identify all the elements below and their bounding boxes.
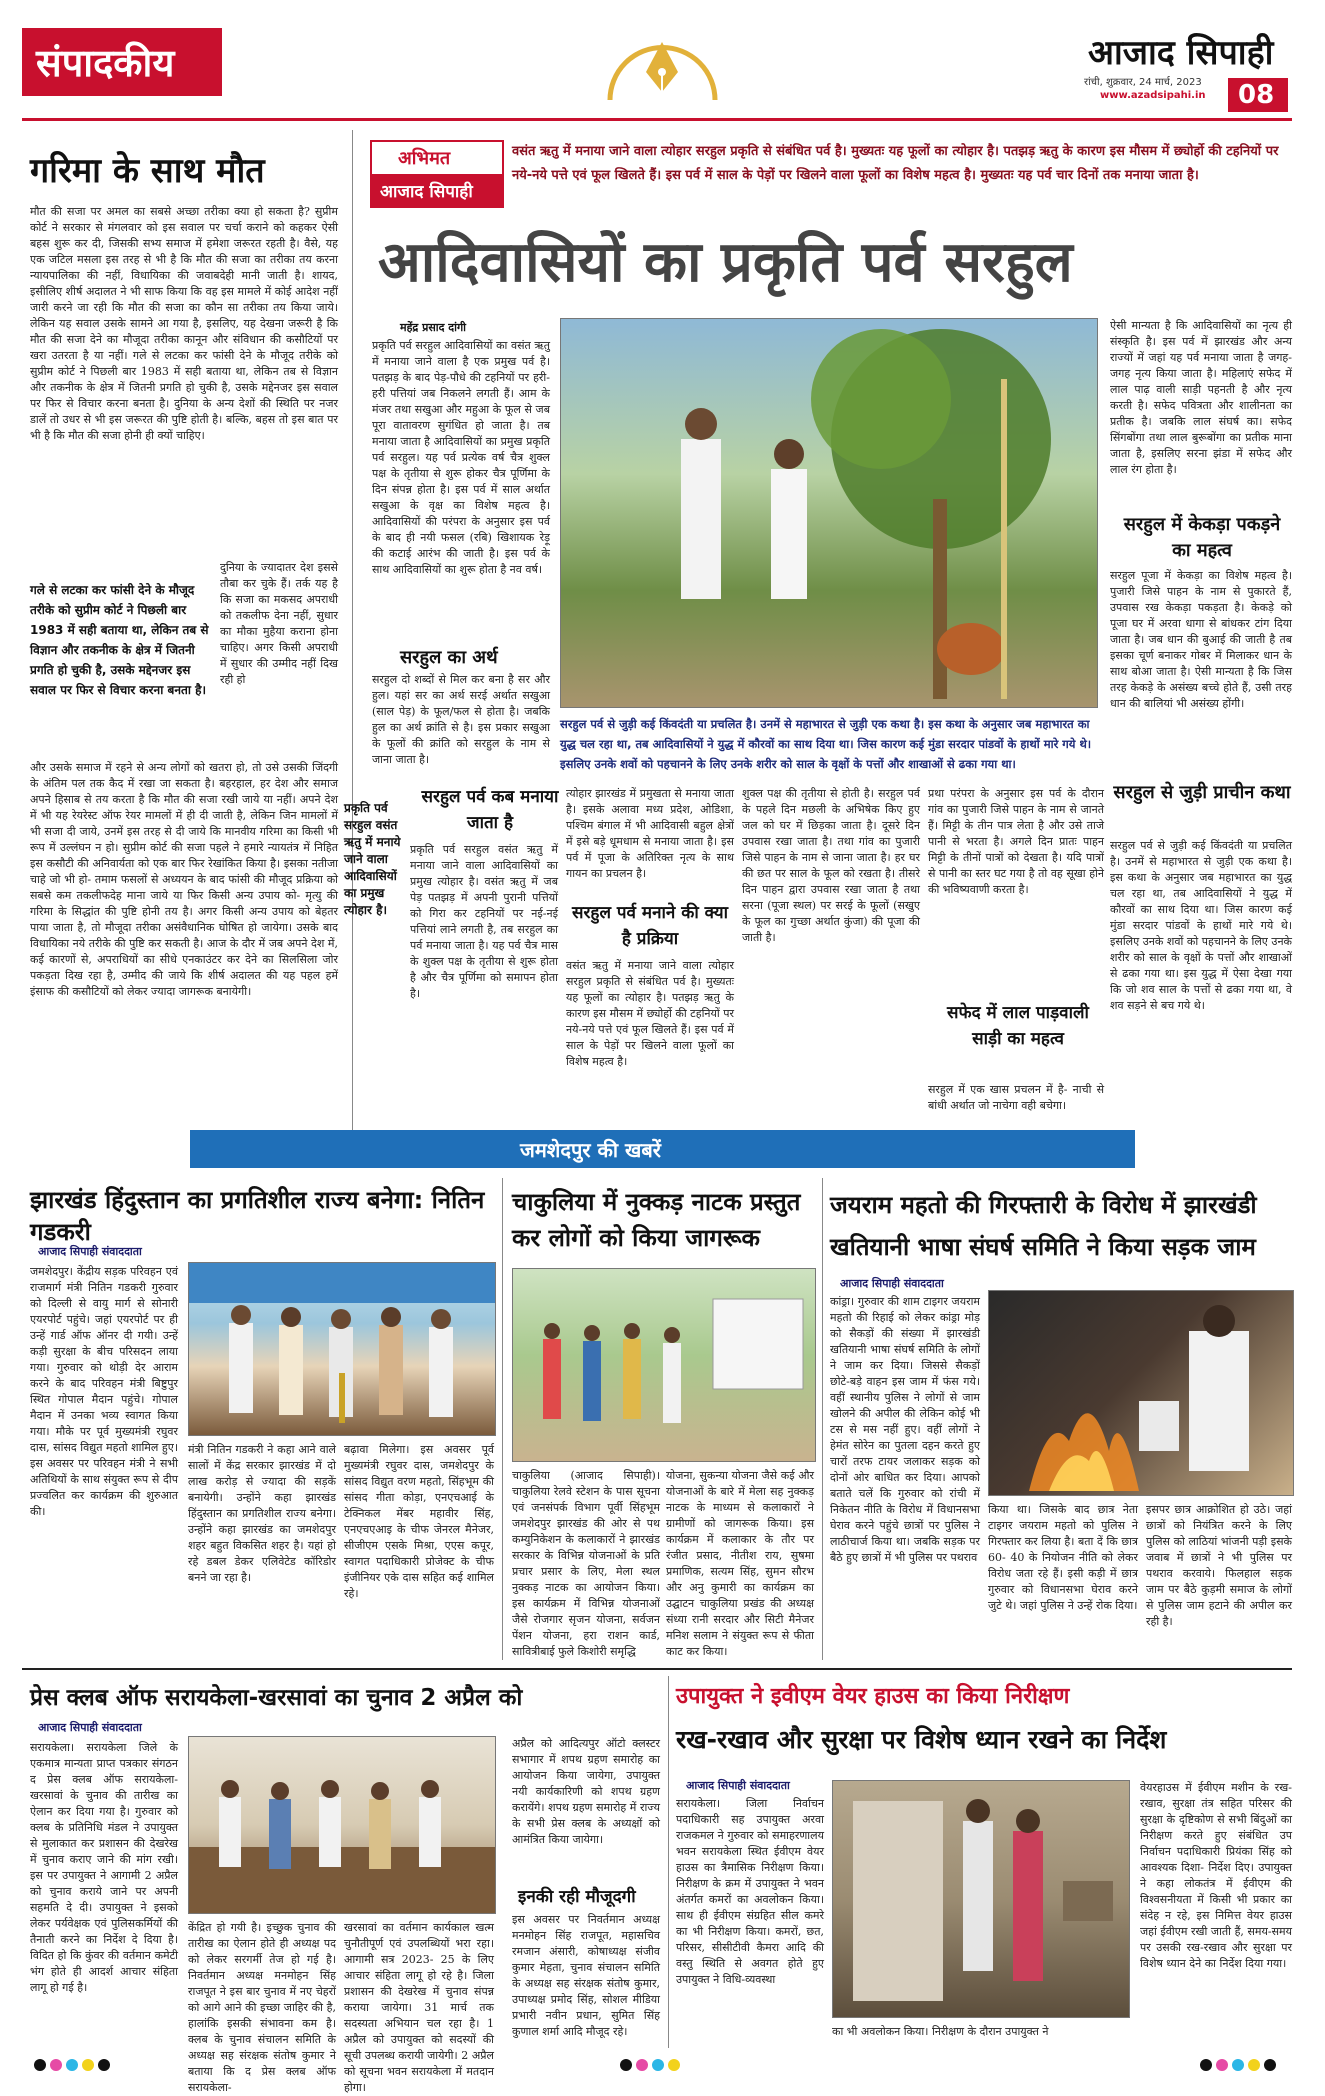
registration-dots-center xyxy=(620,2056,684,2075)
paper-name: आजाद सिपाही xyxy=(1088,33,1274,73)
website: www.azadsipahi.in xyxy=(1100,90,1206,101)
news4-press-club-photo xyxy=(188,1736,496,1914)
news2-divider xyxy=(822,1178,823,1660)
sarhul-mid-sub2: सफेद में लाल पाड़वाली साड़ी का महत्व xyxy=(947,1003,1089,1049)
news2-body: चाकुलिया (आजाद सिपाही)। चाकुलिया रेलवे स्टेशन के पास सूचना एवं जनसंपर्क विभाग पूर्वी सिंहभूम जमशेदपुर झारखंड की ओर से पथ कम्युनिकेशन के कलाकारों ने झारखंड सरकार के विभिन्न योजनाओं के प्रति प्रचार प्रसार के लिए, मेला स्थल नुक्कड़ नाटक का आयोजन किया। इस कार्यक्रम में विभिन्न योजनाओं जैसे रोजगार सृजन योजना, सर्वजन पेंशन योजना, हरा राशन कार्ड, सावित्रीबाई फुले किशोरी समृद्धि xyxy=(512,1469,660,1658)
news3-body3: इसपर छात्र आक्रोशित हो उठे। जहां छात्रों को नियंत्रित करने के लिए पुलिस को लाठियां भांजनी पड़ी इसके जवाब में छात्रों ने भी पुलिस पर पथराव करवाये। फिलहाल सड़क जाम पर बैठे कुड़मी समाज के लोगों से पुलिस जाम हटाने की अपील कर रही है। xyxy=(1146,1503,1292,1628)
sarhul-mid-col3b: सरहुल में एक खास प्रचलन में है- नाची से बांधी अर्थात जो नाचेगा वही बचेगा। xyxy=(928,1083,1104,1112)
sarhul-right-col: ऐसी मान्यता है कि आदिवासियों का नृत्य ही संस्कृति है। इस पर्व में झारखंड और अन्य राज्यों में जहां यह पर्व मनाया जाता है जगह-जगह नृत्य किया जाता है। महिलाएं सफेद में लाल पाढ़ वाली साड़ी पहनती है और नृत्य करती है। सफेद पवित्रता और शालीनता का प्रतीक है। जबकि लाल संघर्ष का। सफेद सिंगबोंगा तथा लाल बुरूबोंगा का प्रतीक माना जाता है, इसलिए सरना झंडा में सफेद और लाल रंग होता है। xyxy=(1110,319,1292,476)
pen-nib-logo xyxy=(600,30,725,100)
editorial-body-3: और उसके समाज में रहने से अन्य लोगों को खतरा हो, तो उसे उसकी जिंदगी के अंतिम पल तक कैद में रखा जा सकता है। बहरहाल, हर देश और समाज अपने हिसाब से तय करता है कि मौत की सजा रखी जाये या नहीं। अपने देश में भी यह रेयरेस्ट ऑफ रेयर मामलों में ही दी जाती है, लेकिन जिन मामलों में भी सजा दी जाये, उनमें इस तरह से दी जाये कि मानवीय गरिमा का किसी भी रूप में उल्लंघन न हो। सुप्रीम कोर्ट की सजा पहले ने हमारे न्यायतंत्र में निहित इस कसौटी की अनिवार्यता को एक बार फिर रेखांकित किया है। इसका नतीजा चाहे जो भी हो- तमाम फसलों से अध्ययन के बाद फांसी की मौजूद प्रक्रिया को सबसे कम तकलीफदेह माना जाये या फिर किसी अन्य उपाय को- मृत्यु की गरिमा के सिद्धांत की पुष्टि होनी तय है। अगर किसी अन्य उपाय को बेहतर पाया जाता है, तो मौजूदा तरीका असंवैधानिक घोषित हो जायेगा। उसके बाद विधायिका नये तरीके की पुष्टि कर सकती है। आज के दौर में जब अपने देश में, कई कारणों से, अपराधियों का सीधे एनकाउंटर कर देने का सिलसिला जोर पकड़ता दिख रहा है, उम्मीद की जाये कि शीर्ष अदालत की यह पहल हमें इंसाफ की कसौटियों को लेकर ज्यादा जागरूक बनायेगी। xyxy=(30,761,338,998)
news-row-rule xyxy=(22,1668,1292,1670)
sarhul-headline: आदिवासियों का प्रकृति पर्व सरहुल xyxy=(378,230,1073,295)
news4-divider xyxy=(668,1676,669,2048)
sarhul-mid-col3: प्रथा परंपरा के अनुसार इस पर्व के दौरान गांव का पुजारी जिसे पाहन के नाम से जानते हैं। मिट्टी के तीन पात्र लेता है और उसे ताजे पानी से भरता है। अगले दिन प्रातः पाहन मिट्टी के तीनों पात्रों को देखता है। यदि पात्रों से पानी का स्तर घट गया है तो वह सूखा होने की भविष्यवाणी करता है। xyxy=(928,787,1104,896)
sarhul-mid-sub: सरहुल पर्व मनाने की क्या है प्रक्रिया xyxy=(571,903,729,949)
sarhul-mid-col1: त्योहार झारखंड में प्रमुखता से मनाया जाता है। इसके अलावा मध्य प्रदेश, ओडिशा, पश्चिम बंगाल में भी आदिवासी बहुल क्षेत्रों में इसे बड़े धूमधाम से मनाया जाता है। इस पर्व में पूजा के अतिरिक्त नृत्य के साथ गायन का प्रचलन है। xyxy=(566,787,734,880)
sarhul-col1-sub: सरहुल का अर्थ xyxy=(400,647,498,668)
news2-street-play-photo xyxy=(512,1268,816,1462)
news1-title: झारखंड हिंदुस्तान का प्रगतिशील राज्य बनेगा: नितिन गडकरी xyxy=(30,1186,485,1246)
registration-dots-right xyxy=(1200,2056,1280,2075)
page-number-box xyxy=(1228,78,1288,112)
sarhul-mid-col2: शुक्ल पक्ष की तृतीया से होती है। सरहुल पर्व के पहले दिन मछली के अभिषेक किए हुए जल को घर में छिड़का जाता है। दूसरे दिन उपवास रखा जाता है। तथा गांव का पुजारी जिसे पाहन के नाम से जाना जाता है। हर घर की छत पर साल के फूल को रखता है। तीसरे दिन पाहन द्वारा उपवास रखा जाता है तथा सरना (पूजा स्थल) पर सरई के फूलों (सखुए के फूल का गुच्छा अर्थात कुंजा) की पूजा की जाती है। xyxy=(742,787,920,944)
news3-protest-photo xyxy=(988,1290,1294,1496)
sarhul-ritual-photo xyxy=(560,318,1098,708)
news2-body2: योजना, सुकन्या योजना जैसे कई और योजनाओं के बारे में मेला सह नुक्कड़ नाटक के माध्यम से कलाकारों ने ग्रामीणों को जागरूक किया। इस कार्यक्रम में कलाकार के तौर पर रंजीत प्रसाद, नीतीश राय, सुषमा प्रमाणिक, सत्यम सिंह, सुमन सौरभ और अनु कुमारी का कार्यक्रम का उद्घाटन चाकुलिया प्रखंड की अध्यक्ष संध्या रानी सरदार और सिटी मैनेजर मनिश सलाम ने संयुक्त रूप से फीता काट कर किया। xyxy=(666,1469,814,1658)
news1-gadkari-photo xyxy=(188,1262,496,1436)
sarhul-col1: प्रकृति पर्व सरहुल आदिवासियों का वसंत ऋतु में मनाया जाने वाला है एक प्रमुख पर्व है। पतझड़ के बाद पेड़-पौधे की टहनियों पर हरी-हरी पत्तियां जब निकलने लगती हैं। आम के मंजर तथा सखुआ और महुआ के फूल से जब पूरा वातावरण सुगंधित हो जाता है। तब मनाया जाता है आदिवासियों का प्रमुख प्रकृति पर्व सरहुल। यह पर्व प्रत्येक वर्ष चैत्र शुक्ल पक्ष के तृतीया से शुरू होकर चैत्र पूर्णिमा के दिन संपन्न होता है। इस पर्व में साल अर्थात सखुआ के वृक्ष का विशेष महत्व है। आदिवासियों की परंपरा के अनुसार इस पर्व के बाद ही नयी फसल (रबि) खिशायक रेड़ू की कटाई आरंभ की जाती है। इस पर्व के साथ आदिवासियों का शुरू होता है नव वर्ष। xyxy=(372,339,550,576)
sarhul-col1b: सरहुल दो शब्दों से मिल कर बना है सर और हुल। यहां सर का अर्थ सरई अर्थात सखुआ (साल पेड़) के फूल/फल से होता है। जबकि हुल का अर्थ क्रांति से है। इस प्रकार सखुआ के फूलों की क्रांति को सरहुल के नाम से जाना जाता है। xyxy=(372,673,550,766)
editorial-pull-quote: गले से लटका कर फांसी देने के मौजूद तरीके को सुप्रीम कोर्ट ने पिछली बार 1983 में सही बताया था, लेकिन तब से विज्ञान और तकनीक के क्षेत्र में जितनी प्रगति हो चुकी है, उसके मद्देनजर इस सवाल पर फिर से विचार करना बनता है। xyxy=(30,583,209,697)
news3-body1: कांड्रा। गुरुवार की शाम टाइगर जयराम महतो की रिहाई को लेकर कांड्रा मोड़ को सैकड़ों की संख्या में झारखंडी खतियानी भाषा संघर्ष समिति के लोगों ने जाम कर दिया। जिससे सैकड़ों छोटे-बड़े वाहन इस जाम में फंस गये। वहीं स्थानीय पुलिस ने लोगों से जाम खोलने की अपील की लेकिन कोई भी टस से मस नहीं हुए। वहीं लोगों ने हेमंत सोरेन का पुतला दहन करते हुए चारों तरफ टायर जलाकर सड़क को दोनों ओर बाधित कर दिया। आपको बताते चलें कि गुरुवार को रांची में निकेतन नीति के विरोध में विधानसभा घेराव करने पहुंचे छात्रों पर पुलिस ने लाठीचार्ज किया था। जबकि सड़क पर बैठे हुए छात्रों में भी पुलिस पर पथराव xyxy=(830,1295,980,1564)
news2-title: चाकुलिया में नुक्कड़ नाटक प्रस्तुत कर लोगों को किया जागरूक xyxy=(512,1188,801,1252)
sarhul-right-col2: सरहुल पूजा में केकड़ा का विशेष महत्व है। पुजारी जिसे पाहन के नाम से पुकारते हैं, उपवास रख केकड़ा पकड़ता है। केकड़े को पूजा घर में अरवा धागा से बांधकर टांग दिया जाता है। जब धान की बुआई की जाती है तब इसका चूर्ण बनाकर गोबर में मिलाकर धान के साथ बोआ जाता है। ऐसी मान्यता है कि जिस तरह केकड़े के असंख्य बच्चे होते हैं, उसी तरह धान की बालियां भी असंख्य होंगी। xyxy=(1110,569,1292,710)
news4-byline: आजाद सिपाही संवाददाता xyxy=(38,1721,142,1734)
news5-body1: सरायकेला। जिला निर्वाचन पदाधिकारी सह उपायुक्त अरवा राजकमल ने गुरुवार को समाहरणालय भवन सरायकेला स्थित ईवीएम वेयर हाउस का त्रैमासिक निरीक्षण किया। निरीक्षण के क्रम में उपायुक्त ने भवन अंतर्गत कमरों का अवलोकन किया। साथ ही ईवीएम संग्रहित सील कमरे का भी निरीक्षण किया। कमरों, छत, परिसर, सीसीटीवी कैमरा आदि की वस्तु स्थिति से अवगत होते हुए उपायुक्त ने विधि-व्यवस्था xyxy=(676,1797,824,1986)
section-title-box xyxy=(22,28,222,96)
news1-body2: मंत्री नितिन गडकरी ने कहा आने वाले सालों में केंद्र सरकार झारखंड में दो लाख करोड़ से ज्यादा की सड़कें बनायेगी। उन्होंने कहा झारखंड हिंदुस्तान का प्रगतिशील राज्य बनेगा। उन्होंने कहा झारखंड का जमशेदपुर शहर बहुत विकसित शहर है। यहां हो रहे डबल डेकर एलिवेटेड कॉरिडोर बनने जा रहा है। xyxy=(188,1443,336,1584)
masthead-rule xyxy=(22,118,1292,121)
sarhul-side-quote: प्रकृति पर्व सरहुल वसंत ऋतु में मनाये जाने वाला आदिवासियों का प्रमुख त्योहार है। xyxy=(344,801,401,917)
sarhul-mid-col1b: वसंत ऋतु में मनाया जाने वाला त्योहार सरहुल प्रकृति से संबंधित पर्व है। मुख्यतः यह फूलों का त्योहार है। पतझड़ ऋतु के कारण इस मौसम में छ्योर्हो की टहनियों पर नये-नये पत्ते एवं फूल खिलते हैं। इस पर्व में साल के पेड़ों पर खिलने वाला फूलों का विशेष महत्व है। xyxy=(566,959,734,1068)
sarhul-col1-sub2: सरहुल पर्व कब मनाया जाता है xyxy=(421,787,559,833)
editorial-body-1: मौत की सजा पर अमल का सबसे अच्छा तरीका क्या हो सकता है? सुप्रीम कोर्ट ने सरकार से मंगलवार को इस सवाल पर चर्चा कराने को कहकर ऐसी बहस शुरू कर दी, जिसकी सभ्य समाज में हमेशा जरूरत रहती है। वैसे, यह एक जटिल मसला इस तरह से भी है कि मौत की सजा का तरीका तय करना न्यायपालिका की नहीं, विधायिका की जवाबदेही मानी जाती है। शायद, इसीलिए शीर्ष अदालत ने भी साफ किया कि वह इस मामले में कोई आदेश नहीं जारी करने जा रही कि मौत की सजा का कौन सा तरीका तय किया जाये। लेकिन यह सवाल उसके सामने आ गया है, इसलिए, यह देखना जरूरी है कि मौत की सजा देने का मौजूदा तरीका कानून और संविधान की कसौटियों पर खरा उतरता है या नहीं। गले से लटका कर फांसी देने के मौजूद तरीके को सुप्रीम कोर्ट ने पिछली बार 1983 में सही बताया था, लेकिन तब से विज्ञान और तकनीक के क्षेत्र में जितनी प्रगति हो चुकी है, उसके मद्देनजर इस सवाल पर फिर से विचार करना बनता है। दुनिया के अन्य देशों की स्थिति पर नजर डालें तो उधर से भी इस जरूरत की पुष्टि होती है। बल्कि, बहस तो इस बात पर भी है कि मौत की सजा होनी ही क्यों चाहिए। xyxy=(30,205,338,442)
news4-body4: अप्रैल को आदित्यपुर ऑटो क्लस्टर सभागार में शपथ ग्रहण समारोह का आयोजन किया जायेगा, उपायुक्त नयी कार्यकारिणी को शपथ ग्रहण करायेंगे। शपथ ग्रहण समारोह में राज्य के सभी प्रेस क्लब के अध्यक्षों को आमंत्रित किया जायेगा। xyxy=(512,1737,660,1846)
opinion-badge xyxy=(370,140,504,208)
section-title: संपादकीय xyxy=(36,41,175,85)
news5-evm-photo xyxy=(832,1780,1130,2018)
editorial-title: गरिमा के साथ मौत xyxy=(30,151,265,191)
editorial-body-2: दुनिया के ज्यादातर देश इससे तौबा कर चुके हैं। तर्क यह है कि सजा का मकसद अपराधी को तकलीफ देना नहीं, सुधार का मौका मुहैया कराना होना चाहिए। अगर किसी अपराधी में सुधार की उम्मीद नहीं दिख रही हो xyxy=(220,561,338,686)
sarhul-right-sub2: सरहुल से जुड़ी प्राचीन कथा xyxy=(1113,782,1291,803)
jamshedpur-banner xyxy=(190,1130,1135,1168)
news4-body2: केंद्रित हो गयी है। इच्छुक चुनाव की तारीख का ऐलान होते ही अध्यक्ष पद को लेकर सरगर्मी तेज हो गई है। निवर्तमान अध्यक्ष मनमोहन सिंह राजपूत ने इस बार चुनाव में नए चेहरों को आगे आने की इच्छा जाहिर की है, हालांकि इसकी संभावना कम है। क्लब के चुनाव संचालन समिति के अध्यक्ष सह संरक्षक संतोष कुमार ने बताया कि द प्रेस क्लब ऑफ सरायकेला- xyxy=(188,1921,336,2094)
news1-divider xyxy=(502,1178,503,1660)
opinion-badge-bottom: आजाद सिपाही xyxy=(380,182,473,202)
sarhul-intro: वसंत ऋतु में मनाया जाने वाला त्योहार सरहुल प्रकृति से संबंधित पर्व है। मुख्यतः यह फूलों का त्योहार है। पतझड़ ऋतु के कारण इस मौसम में छ्योर्हो की टहनियों पर नये-नये पत्ते एवं फूल खिलते हैं। इस पर्व में साल के पेड़ों पर खिलने वाला फूलों का विशेष महत्व है। मुख्यतः यह पर्व चार दिनों तक मनाया जाता है। xyxy=(512,144,1279,183)
news1-byline: आजाद सिपाही संवाददाता xyxy=(38,1245,142,1258)
news5-byline: आजाद सिपाही संवाददाता xyxy=(686,1779,790,1792)
news1-body1: जमशेदपुर। केंद्रीय सड़क परिवहन एवं राजमार्ग मंत्री नितिन गडकरी गुरुवार को दिल्ली से वायु मार्ग से सोनारी एयरपोर्ट पहुंचे। जहां एयरपोर्ट पर ही उन्हें गार्ड ऑफ ऑनर दी गयी। उन्हें कड़ी सुरक्षा के बीच परिसदन लाया गया। गुरुवार को थोड़ी देर आराम करने के बाद परिवहन मंत्री बिष्टुपुर स्थित गोपाल मैदान पहुंचे। गोपाल मैदान में उनका भव्य स्वागत किया गया। मौके पर पूर्व मुख्यमंत्री रघुवर दास, सांसद विद्युत महतो शामिल हुए। इस अवसर पर परिवहन मंत्री ने सभी अतिथियों के साथ संयुक्त रूप से दीप प्रज्वलित कर कार्यक्रम की शुरुआत की। xyxy=(30,1265,178,1518)
news5-title1: उपायुक्त ने इवीएम वेयर हाउस का किया निरीक्षण xyxy=(676,1684,1070,1709)
sarhul-col1c: प्रकृति पर्व सरहुल वसंत ऋतु में मनाया जाने वाला आदिवासियों का प्रमुख त्योहार है। वसंत ऋतु में जब पेड़ पतझड़ में अपनी पुरानी पत्तियों को गिरा कर टहनियों पर नई-नई पत्तियां लाने लगती है, तब सरहुल का पर्व मनाया जाता है। यह पर्व चैत्र मास के शुक्ल पक्ष के तृतीया से शुरू होता है और चैत्र पूर्णिमा को समापन होता है। xyxy=(410,843,558,1000)
opinion-badge-bottom-bg xyxy=(372,174,502,206)
news5-body2: का भी अवलोकन किया। निरीक्षण के दौरान उपायुक्त ने xyxy=(832,2025,1049,2038)
news3-title: जयराम महतो की गिरफ्तारी के विरोध में झारखंडी खतियानी भाषा संघर्ष समिति ने किया सड़क जाम xyxy=(830,1191,1257,1261)
opinion-badge-top: अभिमत xyxy=(398,148,451,169)
news4-sub: इनकी रही मौजूदगी xyxy=(518,1887,636,1907)
page-number: 08 xyxy=(1238,80,1275,110)
jamshedpur-banner-label: जमशेदपुर की खबरें xyxy=(520,1138,661,1162)
news4-title: प्रेस क्लब ऑफ सरायकेला-खरसावां का चुनाव 2 अप्रैल को xyxy=(30,1685,523,1711)
news3-body2: किया था। जिसके बाद छात्र नेता टाइगर जयराम महतो को पुलिस ने गिरफ्तार कर लिया है। बता दें कि छात्र 60- 40 के नियोजन नीति को लेकर विरोध जता रहे हैं। इसी कड़ी में छात्र गुरुवार को विधानसभा घेराव करने जुटे थे। जहां पुलिस ने उन्हें रोक दिया। xyxy=(988,1503,1138,1612)
sarhul-right-sub: सरहुल में केकड़ा पकड़ने का महत्व xyxy=(1123,514,1281,561)
sarhul-photo-caption: सरहुल पर्व से जुड़ी कई किंवदंती या प्रचलित है। उनमें से महाभारत से जुड़ी एक कथा है। इस कथा के अनुसार जब महाभारत का युद्ध चल रहा था, तब आदिवासियों ने युद्ध में कौरवों का साथ दिया था। जिस कारण कई मुंडा सरदार पांडवों के हाथों मारे गये थे। इसलिए उनके शवों को पहचानने के लिए उनके शरीर को साल के वृक्षों के पत्तों और शाखाओं से ढका गया था। xyxy=(560,717,1092,771)
editorial-divider xyxy=(352,130,353,1130)
news5-body3: वेयरहाउस में ईवीएम मशीन के रख-रखाव, सुरक्षा तंत्र सहित परिसर की सुरक्षा के दृष्टिकोण से सभी बिंदुओं का निरीक्षण करते हुए संबंधित उप निर्वाचन पदाधिकारी प्रियंका सिंह को आवश्यक दिशा- निर्देश दिए। उपायुक्त ने कहा लोकतंत्र में ईवीएम की विश्वसनीयता में किसी भी प्रकार का संदेह न रहे, इस निमित्त वेयर हाउस जहां ईवीएम रखी जाती हैं, समय-समय पर उसकी रख-रखाव और सुरक्षा पर विशेष ध्यान देने का निर्देश दिया गया। xyxy=(1140,1781,1292,1970)
sarhul-right-col3: सरहुल पर्व से जुड़ी कई किंवदंती या प्रचलित है। उनमें से महाभारत से जुड़ी एक कथा है। इस कथा के अनुसार जब महाभारत का युद्ध चल रहा था, तब आदिवासियों ने युद्ध में कौरवों का साथ दिया था। जिस कारण कई मुंडा सरदार पांडवों के हाथों मारे गये थे। इसलिए उनके शवों को पहचानने के लिए उनके शरीर को साल के वृक्षों के पत्तों और शाखाओं से ढका गया था। इस युद्ध में ऐसा देखा गया कि जो शव साल के पत्तों से ढका गया था, वे शव सड़ने से बच गये थे। xyxy=(1110,839,1292,1012)
news3-byline: आजाद सिपाही संवाददाता xyxy=(840,1277,944,1290)
dateline: रांची, शुक्रवार, 24 मार्च, 2023 xyxy=(1084,77,1202,88)
news4-body3: खरसावां का वर्तमान कार्यकाल खत्म चुनौतीपूर्ण एवं उपलब्धियों भरा रहा। आगामी सत्र 2023- 25 के लिए आचार संहिता लागू हो रहे है। जिला प्रशासन की देखरेख में चुनाव संपन्न कराया जायेगा। 31 मार्च तक सदस्यता अभियान चल रहा है। 1 अप्रैल को उपायुक्त को सदस्यों की सूची उपलब्ध करायी जायेगी। 2 अप्रैल को सूचना भवन सरायकेला में मतदान होगा। xyxy=(344,1921,494,2094)
registration-dots-left xyxy=(34,2056,114,2075)
news1-body3: बढ़ावा मिलेगा। इस अवसर पूर्व मुख्यमंत्री रघुवर दास, जमशेदपुर के सांसद विद्युत वरण महतो, सिंहभूम की सांसद गीता कोड़ा, एनएचआई के टेक्निकल मेंबर महावीर सिंह, एनएचएआइ के चीफ जेनरल मैनेजर, सीजीएम एसके मिश्रा, एएस कपूर, स्वागत पदाधिकारी प्रोजेक्ट के चीफ इंजीनियर एके दास सहित कई शामिल रहे। xyxy=(344,1443,494,1600)
news5-title2: रख-रखाव और सुरक्षा पर विशेष ध्यान रखने का निर्देश xyxy=(676,1725,1167,1754)
news4-body5: इस अवसर पर निवर्तमान अध्यक्ष मनमोहन सिंह राजपूत, महासचिव रमजान अंसारी, कोषाध्यक्ष संजीव कुमार मेहता, चुनाव संचालन समिति के अध्यक्ष सह संरक्षक संतोष कुमार, उपाध्यक्ष प्रमोद सिंह, सोशल मीडिया प्रभारी नवीन प्रधान, सुमित सिंह कुणाल शर्मा आदि मौजूद रहे। xyxy=(512,1913,660,2038)
news4-body1: सरायकेला। सरायकेला जिले के एकमात्र मान्यता प्राप्त पत्रकार संगठन द प्रेस क्लब ऑफ सरायकेला-खरसावां के चुनाव की तारीख का ऐलान कर दिया गया है। गुरुवार को क्लब के प्रतिनिधि मंडल ने उपायुक्त से मुलाकात कर प्रशासन की देखरेख में चुनाव कराए जाने की मांग रखी। इस पर उपायुक्त ने आगामी 2 अप्रैल को चुनाव कराये जाने पर अपनी सहमति दे दी। उपायुक्त ने इसको लेकर पर्यवेक्षक एवं पुलिसकर्मियों की तैनाती करने का निर्देश दे दिया है। विदित हो कि कुंवर की वर्तमान कमेटी भंग होते ही आदर्श आचार संहिता लागू हो गई है। xyxy=(30,1741,178,1994)
sarhul-author: महेंद्र प्रसाद दांगी xyxy=(400,321,467,334)
